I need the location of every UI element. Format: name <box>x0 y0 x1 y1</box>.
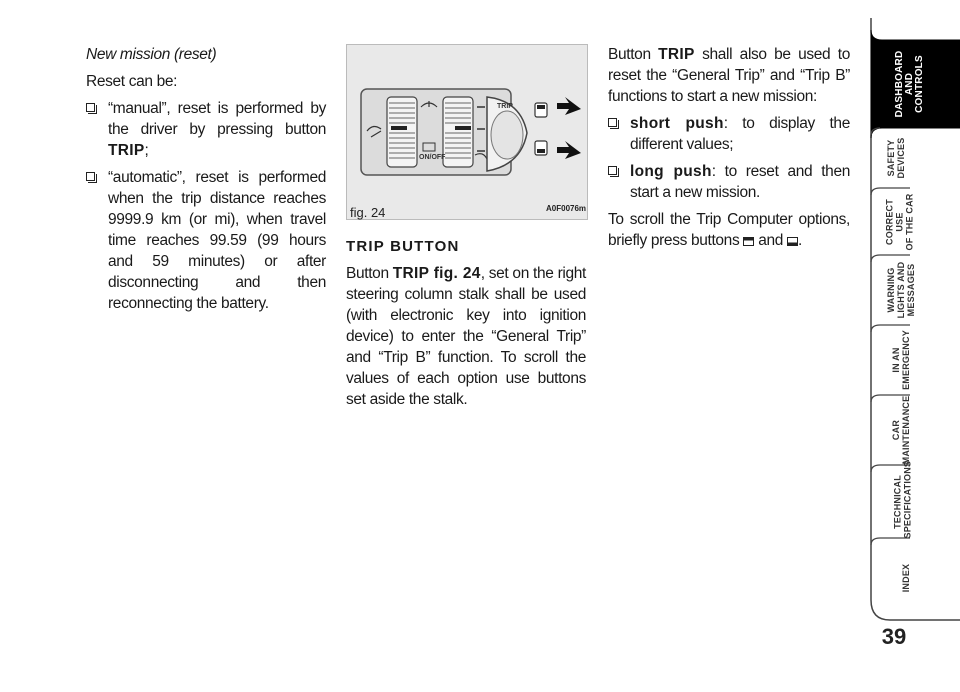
chapter-tabs <box>870 0 960 692</box>
up-button-icon <box>743 237 754 246</box>
stalk-illustration <box>347 45 587 219</box>
checkbox-bullet-icon <box>608 166 617 175</box>
chapter-tab[interactable] <box>870 460 960 538</box>
scroll-paragraph: To scroll the Trip Computer options, briefly press buttons and . <box>608 211 850 249</box>
section-heading-reset: New mission (reset) <box>86 46 217 63</box>
bullet-automatic: “automatic”, reset is performed when the trip distance reaches 9999.9 km (or mi), when travel time reaches 99.59 (99 hours and 59 minutes) or after disconnecting and then reconnecting the battery. <box>86 167 326 314</box>
chapter-tab[interactable] <box>870 395 960 465</box>
checkbox-bullet-icon <box>608 118 617 127</box>
reset-intro: Reset can be: <box>86 73 178 90</box>
page-number: 39 <box>881 624 907 649</box>
bullet-long-push: long push: to reset and then start a new mission. <box>608 161 850 203</box>
column-2 <box>346 236 586 416</box>
chapter-tab-label: CORRECT USE OF THE CAR <box>884 193 915 250</box>
chapter-tab-label: TECHNICAL SPECIFICATIONS <box>892 460 913 538</box>
figure-code: A0F0076m <box>546 204 587 213</box>
trip-reset-paragraph: Button TRIP shall also be used to reset the “General Trip” and “Trip B” functions to start a new mission: <box>608 46 850 105</box>
figure-caption: fig. 24 <box>350 205 386 220</box>
chapter-tab[interactable] <box>870 128 960 188</box>
chapter-tab-label: DASHBOARD AND CONTROLS <box>894 50 925 118</box>
chapter-tab[interactable] <box>870 325 960 395</box>
section-title-trip-button: TRIP BUTTON <box>346 238 460 255</box>
chapter-tab-label: CAR MAINTENANCE <box>891 395 911 465</box>
checkbox-bullet-icon <box>86 172 95 181</box>
chapter-tab[interactable] <box>870 188 960 255</box>
column-1 <box>86 44 326 320</box>
checkbox-bullet-icon <box>86 103 95 112</box>
trip-label: TRIP <box>497 103 513 110</box>
chapter-tab[interactable] <box>870 40 960 128</box>
column-3 <box>608 44 850 257</box>
bullet-manual: “manual”, reset is performed by the driver by pressing button TRIP; <box>86 98 326 161</box>
bullet-short-push: short push: to display the different values; <box>608 113 850 155</box>
down-button-icon <box>787 237 798 246</box>
chapter-tab[interactable] <box>870 538 960 618</box>
chapter-tab[interactable] <box>870 255 960 325</box>
trip-button-paragraph: Button TRIP fig. 24, set on the right steering column stalk shall be used (with electronic key into ignition device) to enter the “General Trip” and “Trip B” function. To scroll the values of each option use buttons set aside the stalk. <box>346 265 586 408</box>
chapter-tab-label: IN AN EMERGENCY <box>891 330 911 390</box>
chapter-tab-label: WARNING LIGHTS AND MESSAGES <box>886 261 916 319</box>
figure-steering-stalk <box>346 44 588 220</box>
chapter-tab-label: INDEX <box>901 563 911 593</box>
on-off-label: ON/OFF <box>419 154 446 161</box>
chapter-tab-label: SAFETY DEVICES <box>886 137 906 179</box>
